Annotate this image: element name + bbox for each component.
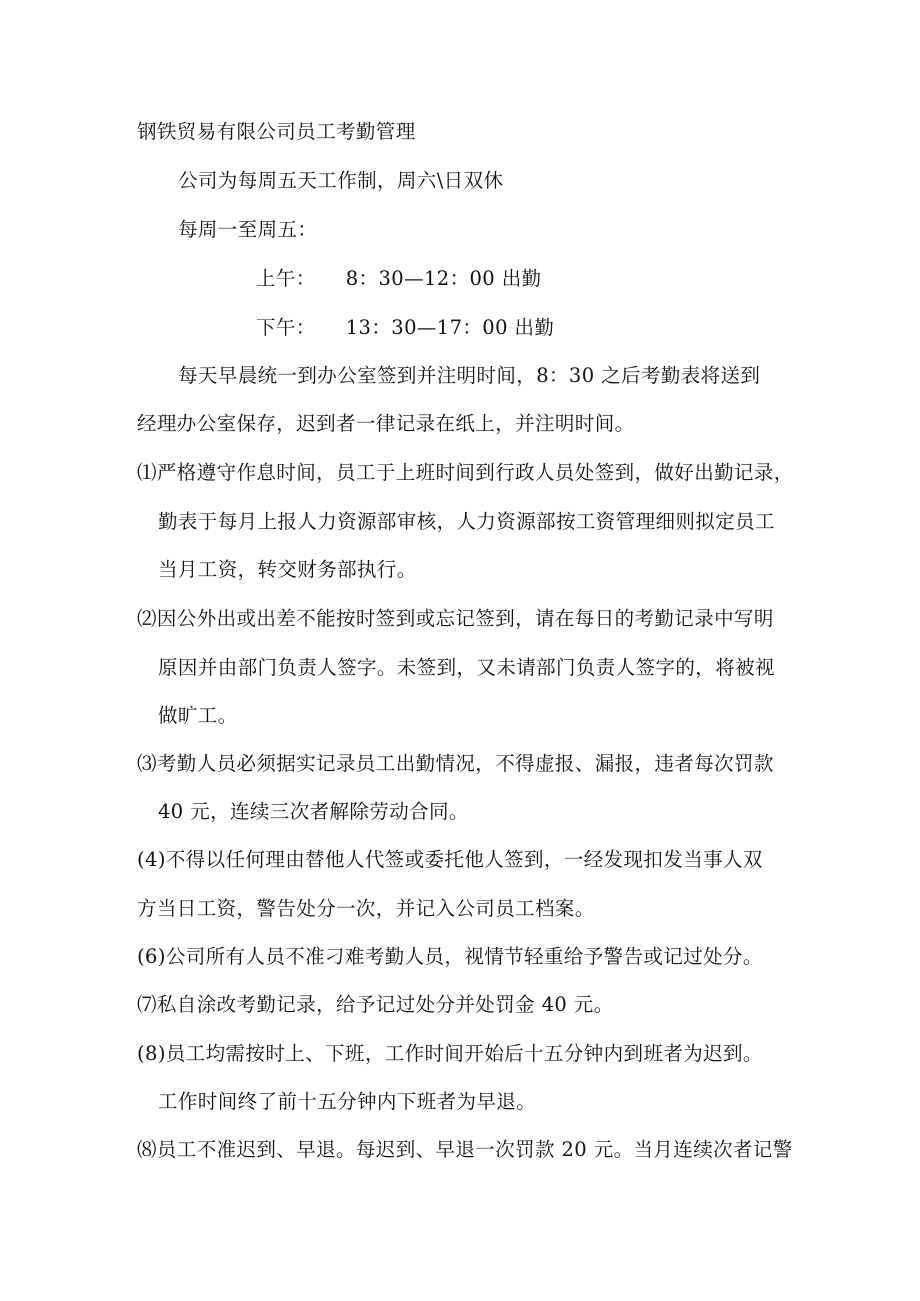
rule-item-3: ⑶考勤人员必须据实记录员工出勤情况，不得虚报、漏报，违者每次罚款 — [137, 752, 774, 775]
rule-item-4: (4)不得以任何理由替他人代签或委托他人签到，一经发现扣发当事人双 — [137, 848, 763, 871]
rule-item-8-cont: 工作时间终了前十五分钟内下班者为早退。 — [158, 1090, 537, 1113]
paragraph-line: 经理办公室保存，迟到者一律记录在纸上，并注明时间。 — [137, 412, 635, 435]
schedule-afternoon: 下午： 13：30—17：00 出勤 — [256, 316, 555, 339]
rule-item-8: (8)员工均需按时上、下班，工作时间开始后十五分钟内到班者为迟到。 — [137, 1042, 763, 1065]
rule-item-2-cont: 原因并由部门负责人签字。未签到，又未请部门负责人签字的，将被视 — [158, 656, 775, 679]
rule-item-8b: ⑻员工不准迟到、早退。每迟到、早退一次罚款 20 元。当月连续次者记警 — [137, 1138, 793, 1161]
rule-item-2-cont: 做旷工。 — [158, 704, 238, 727]
paragraph-line: 每周一至周五： — [178, 218, 318, 241]
rule-item-4-cont: 方当日工资，警告处分一次，并记入公司员工档案。 — [137, 897, 595, 920]
rule-item-2: ⑵因公外出或出差不能按时签到或忘记签到，请在每日的考勤记录中写明 — [137, 607, 774, 630]
paragraph-line: 公司为每周五天工作制，周六\日双休 — [178, 169, 504, 192]
rule-item-7: ⑺私自涂改考勤记录，给予记过处分并处罚金 40 元。 — [137, 993, 614, 1016]
rule-item-3-cont: 40 元，连续三次者解除劳动合同。 — [158, 800, 469, 823]
rule-item-6: (6)公司所有人员不准刁难考勤人员，视情节轻重给予警告或记过处分。 — [137, 945, 763, 968]
paragraph-line: 每天早晨统一到办公室签到并注明时间，8：30 之后考勤表将送到 — [178, 364, 761, 387]
document-title: 钢铁贸易有限公司员工考勤管理 — [137, 120, 416, 143]
rule-item-1-cont: 当月工资，转交财务部执行。 — [158, 558, 417, 581]
schedule-morning: 上午： 8：30—12：00 出勤 — [256, 267, 542, 290]
rule-item-1: ⑴严格遵守作息时间，员工于上班时间到行政人员处签到，做好出勤记录， — [137, 461, 794, 484]
rule-item-1-cont: 勤表于每月上报人力资源部审核，人力资源部按工资管理细则拟定员工 — [158, 510, 775, 533]
